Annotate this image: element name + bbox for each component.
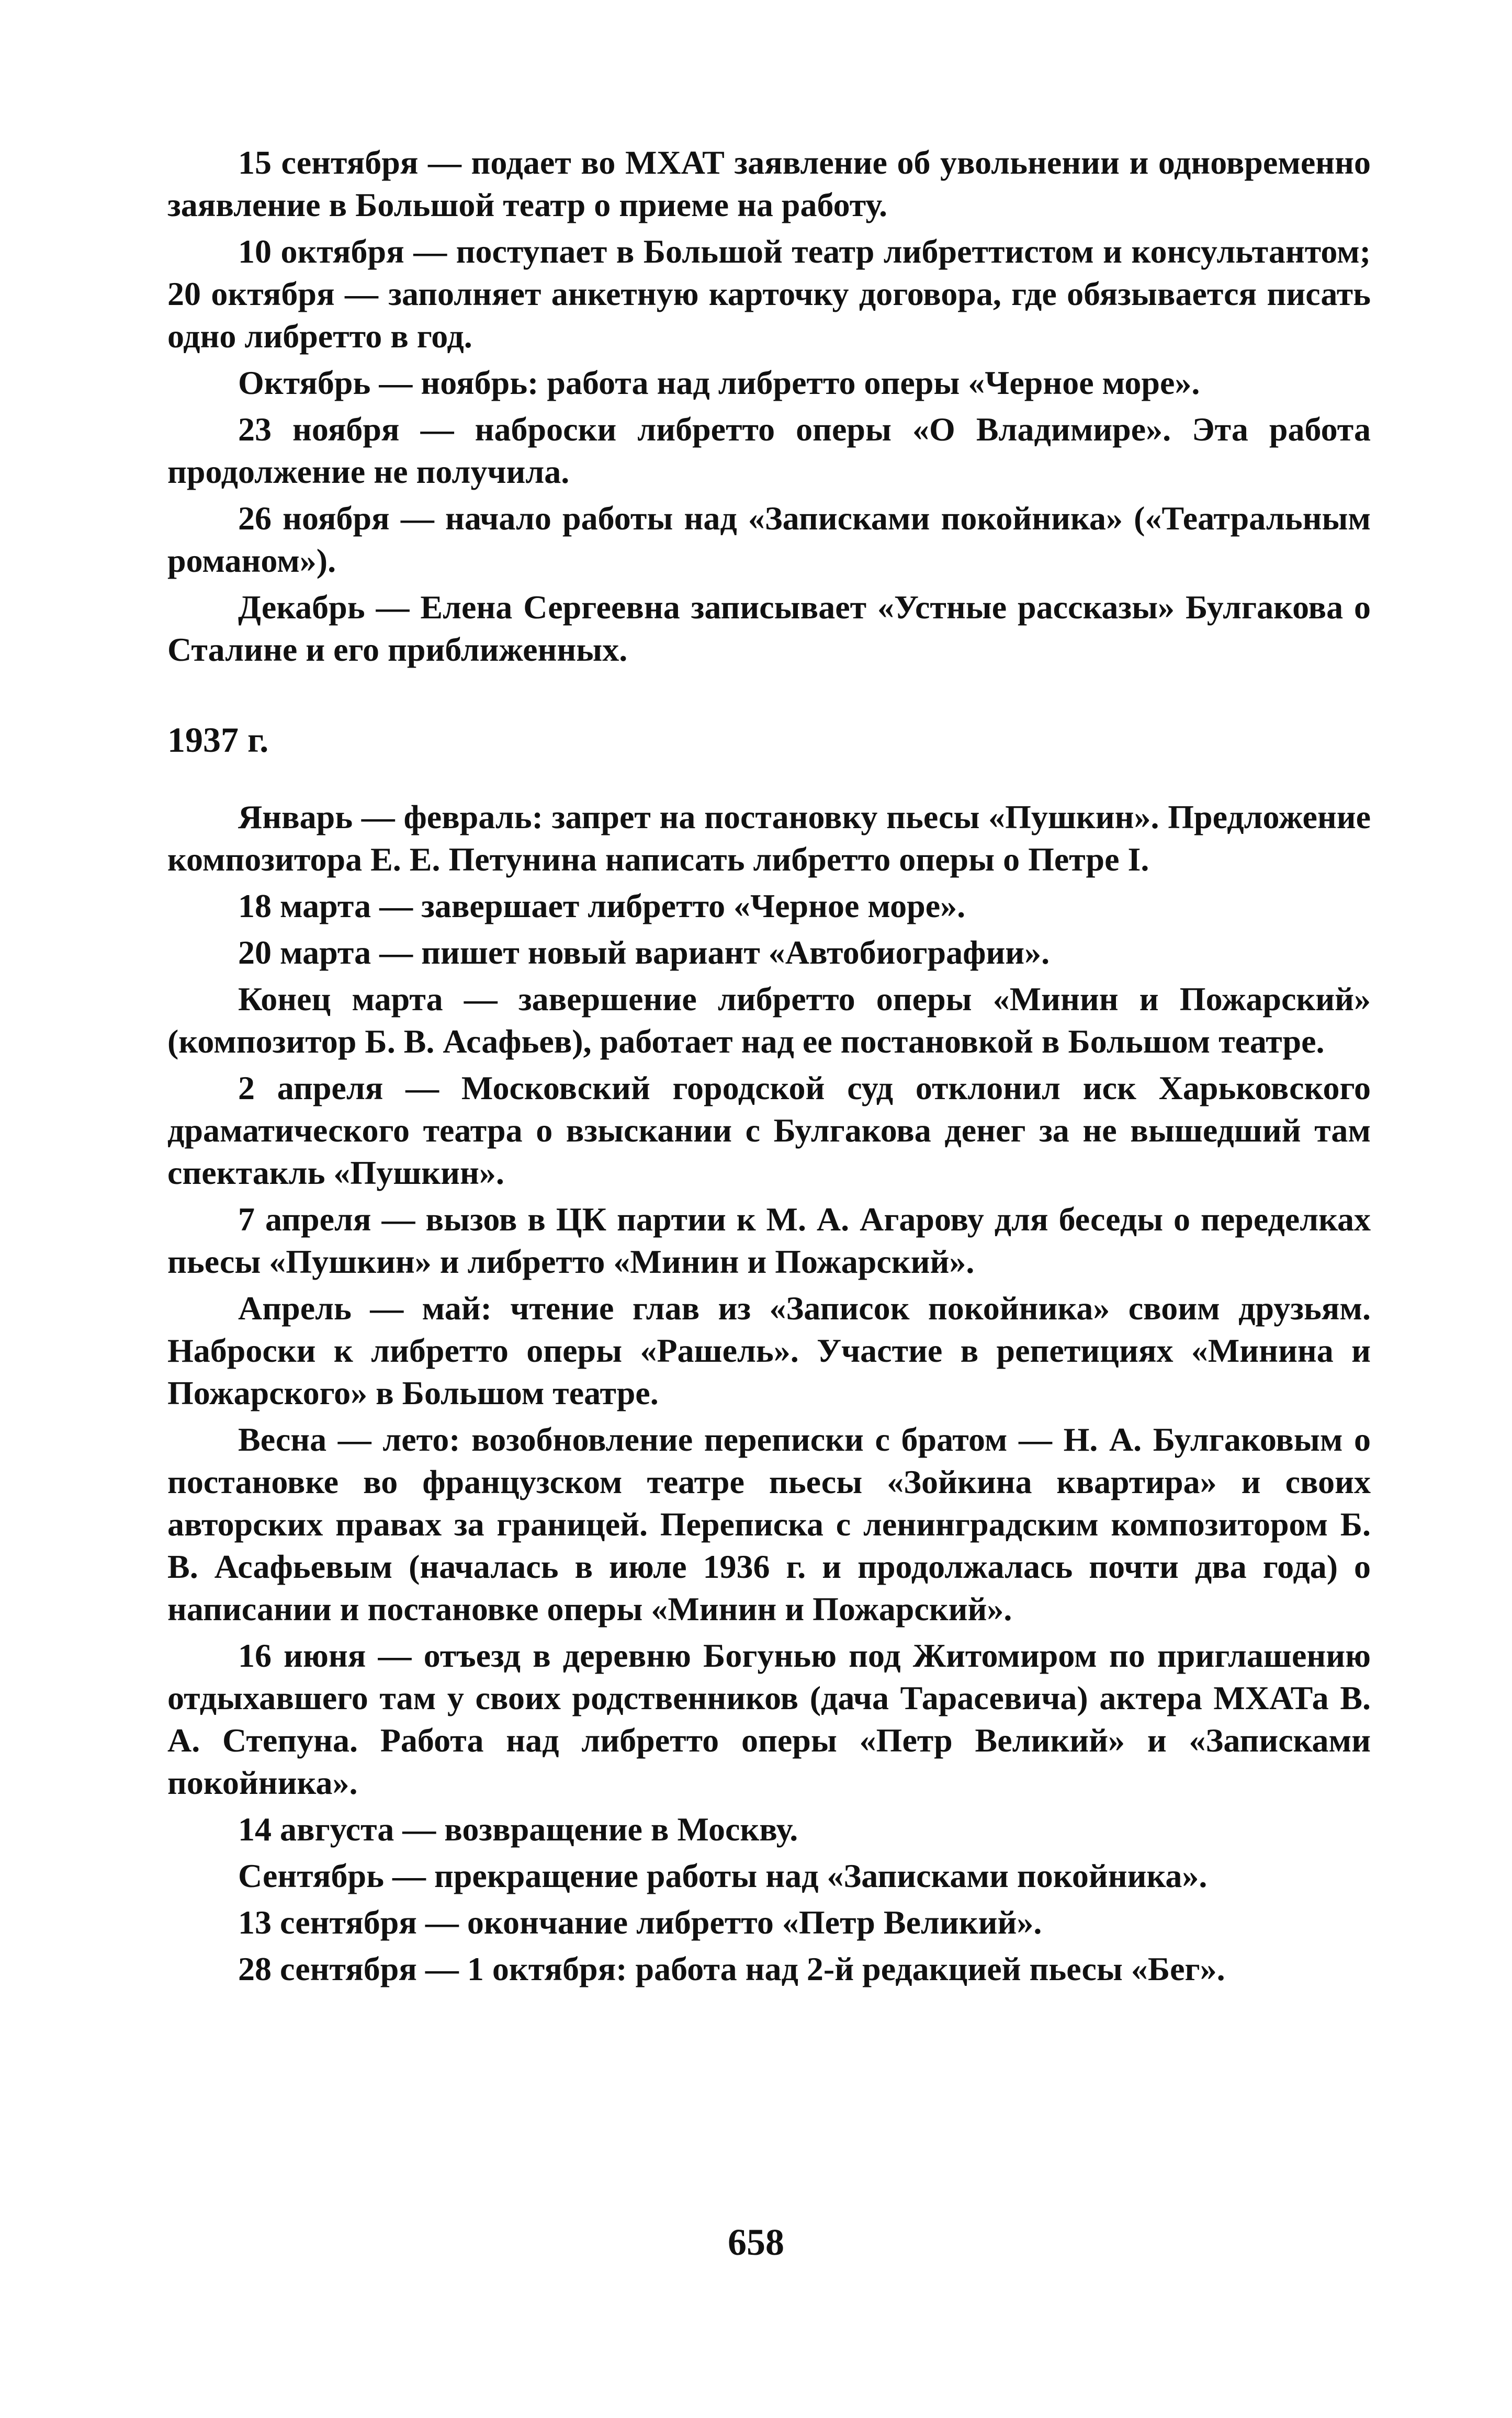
chronicle-entry: 18 марта — завершает либретто «Черное море». bbox=[238, 887, 966, 924]
chronicle-entry: 7 апреля — вызов в ЦК партии к М. А. Агарову для беседы о переделках пьесы «Пушкин» и либретто «Минин и Пожарский». bbox=[167, 1201, 1371, 1280]
chronicle-entry: 28 сентября — 1 октября: работа над 2-й редакцией пьесы «Бег». bbox=[238, 1950, 1225, 1987]
chronicle-entry: 2 апреля — Московский городской суд отклонил иск Харьковского драматического театра о взыскании с Булгакова денег за не вышедший там спектакль «Пушкин». bbox=[167, 1069, 1371, 1191]
chronicle-entry: Январь — февраль: запрет на постановку пьесы «Пушкин». Предложение композитора Е. Е. Петунина написать либретто оперы о Петре I. bbox=[167, 798, 1371, 878]
chronicle-entry: 16 июня — отъезд в деревню Богунью под Житомиром по приглашению отдыхавшего там у своих родственников (дача Тарасевича) актера МХАТа В. А. Степуна. Работа над либретто оперы «Петр Великий» и «Записками покойника». bbox=[167, 1637, 1371, 1801]
chronicle-entry: Сентябрь — прекращение работы над «Записками покойника». bbox=[238, 1857, 1208, 1894]
chronicle-entry: 20 марта — пишет новый вариант «Автобиографии». bbox=[238, 934, 1050, 971]
chronicle-entry: Весна — лето: возобновление переписки с братом — Н. А. Булгаковым о постановке во французском театре пьесы «Зойкина квартира» и своих авторских правах за границей. Переписка с ленинградским композитором Б. В. Асафьевым (началась в июле 1936 г. и продолжалась почти два года) о написании и постановке оперы «Минин и Пожарский». bbox=[167, 1421, 1371, 1628]
year-heading: 1937 г. bbox=[167, 720, 269, 760]
chronicle-entry: 10 октября — поступает в Большой театр либреттистом и консультантом; 20 октября — заполняет анкетную карточку договора, где обязывается писать одно либретто в год. bbox=[167, 233, 1371, 355]
page-body bbox=[167, 141, 1371, 1994]
chronicle-entry: Декабрь — Елена Сергеевна записывает «Устные рассказы» Булгакова о Сталине и его приближенных. bbox=[167, 589, 1371, 668]
chronicle-entry: 15 сентября — подает во МХАТ заявление об увольнении и одновременно заявление в Большой театр о приеме на работу. bbox=[167, 144, 1371, 223]
chronicle-entry: 14 августа — возвращение в Москву. bbox=[238, 1811, 798, 1848]
chronicle-entry: 13 сентября — окончание либретто «Петр Великий». bbox=[238, 1904, 1042, 1941]
page-number: 658 bbox=[728, 2221, 784, 2263]
chronicle-entry: 23 ноября — наброски либретто оперы «О Владимире». Эта работа продолжение не получила. bbox=[167, 411, 1371, 490]
chronicle-entry: Октябрь — ноябрь: работа над либретто оперы «Черное море». bbox=[238, 364, 1200, 401]
chronicle-entry: 26 ноября — начало работы над «Записками покойника» («Театральным романом»). bbox=[167, 500, 1371, 579]
chronicle-entry: Конец марта — завершение либретто оперы «Минин и Пожарский» (композитор Б. В. Асафьев), работает над ее постановкой в Большом театре. bbox=[167, 980, 1371, 1060]
chronicle-entry: Апрель — май: чтение глав из «Записок покойника» своим друзьям. Наброски к либретто оперы «Рашель». Участие в репетициях «Минина и Пожарского» в Большом театре. bbox=[167, 1290, 1371, 1411]
